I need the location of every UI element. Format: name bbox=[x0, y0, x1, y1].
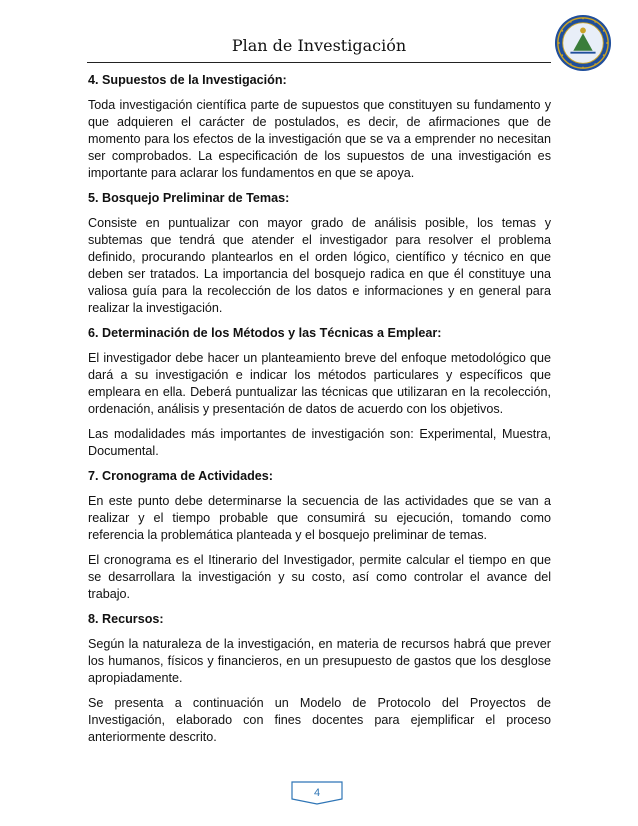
section-heading: 5. Bosquejo Preliminar de Temas: bbox=[88, 191, 290, 205]
section-paragraph: Consiste en puntualizar con mayor grado de análisis posible, los temas y subtemas que tendrá que atender el investigador para resolver el problema definido, procurando plantearlos en el orden lógico, científico y técnico en que deben ser tratados. La importancia del bosquejo radica en que él constituye una valiosa guía para la recolección de los datos e informaciones y en general para realizar la investigación. bbox=[88, 216, 551, 315]
page-number: 4 bbox=[313, 787, 321, 799]
section-paragraph: Según la naturaleza de la investigación, en materia de recursos habrá que prever los humanos, físicos y financieros, en un presupuesto de gastos que los desglose apropiadamente. bbox=[88, 637, 551, 685]
header-divider bbox=[87, 62, 551, 63]
document-body bbox=[88, 72, 551, 754]
page-header-title: Plan de Investigación bbox=[231, 36, 407, 55]
section-paragraph: El cronograma es el Itinerario del Investigador, permite calcular el tiempo en que se desarrollara la investigación y su costo, así como controlar el avance del trabajo. bbox=[88, 553, 551, 601]
section-paragraph: Las modalidades más importantes de investigación son: Experimental, Muestra, Documental. bbox=[88, 427, 551, 458]
section-paragraph: Se presenta a continuación un Modelo de Protocolo del Proyectos de Investigación, elaborado con fines docentes para ejemplificar el proceso anteriormente descrito. bbox=[88, 696, 551, 744]
section-paragraph: El investigador debe hacer un planteamiento breve del enfoque metodológico que dará a su investigación e indicar los métodos particulares y específicos que empleara en ella. Deberá puntualizar las técnicas que utilizaran en la recolección, ordenación, análisis y presentación de datos de acuerdo con los objetivos. bbox=[88, 351, 551, 416]
section-heading: 8. Recursos: bbox=[88, 612, 164, 626]
section-heading: 4. Supuestos de la Investigación: bbox=[88, 73, 287, 87]
section-paragraph: Toda investigación científica parte de supuestos que constituyen su fundamento y que adquieren el carácter de postulados, es decir, de afirmaciones que de momento para los efectos de la investigación que se va a emprender no necesitan ser comprobados. La especificación de los supuestos de una investigación es importante para aclarar los fundamentos en que se apoya. bbox=[88, 98, 551, 180]
section-heading: 7. Cronograma de Actividades: bbox=[88, 469, 273, 483]
section-paragraph: En este punto debe determinarse la secuencia de las actividades que se van a realizar y el tiempo probable que consumirá su ejecución, tomando como referencia la problemática planteada y el bosquejo preliminar de temas. bbox=[88, 494, 551, 542]
section-heading: 6. Determinación de los Métodos y las Técnicas a Emplear: bbox=[88, 326, 442, 340]
university-seal-icon bbox=[554, 14, 612, 72]
